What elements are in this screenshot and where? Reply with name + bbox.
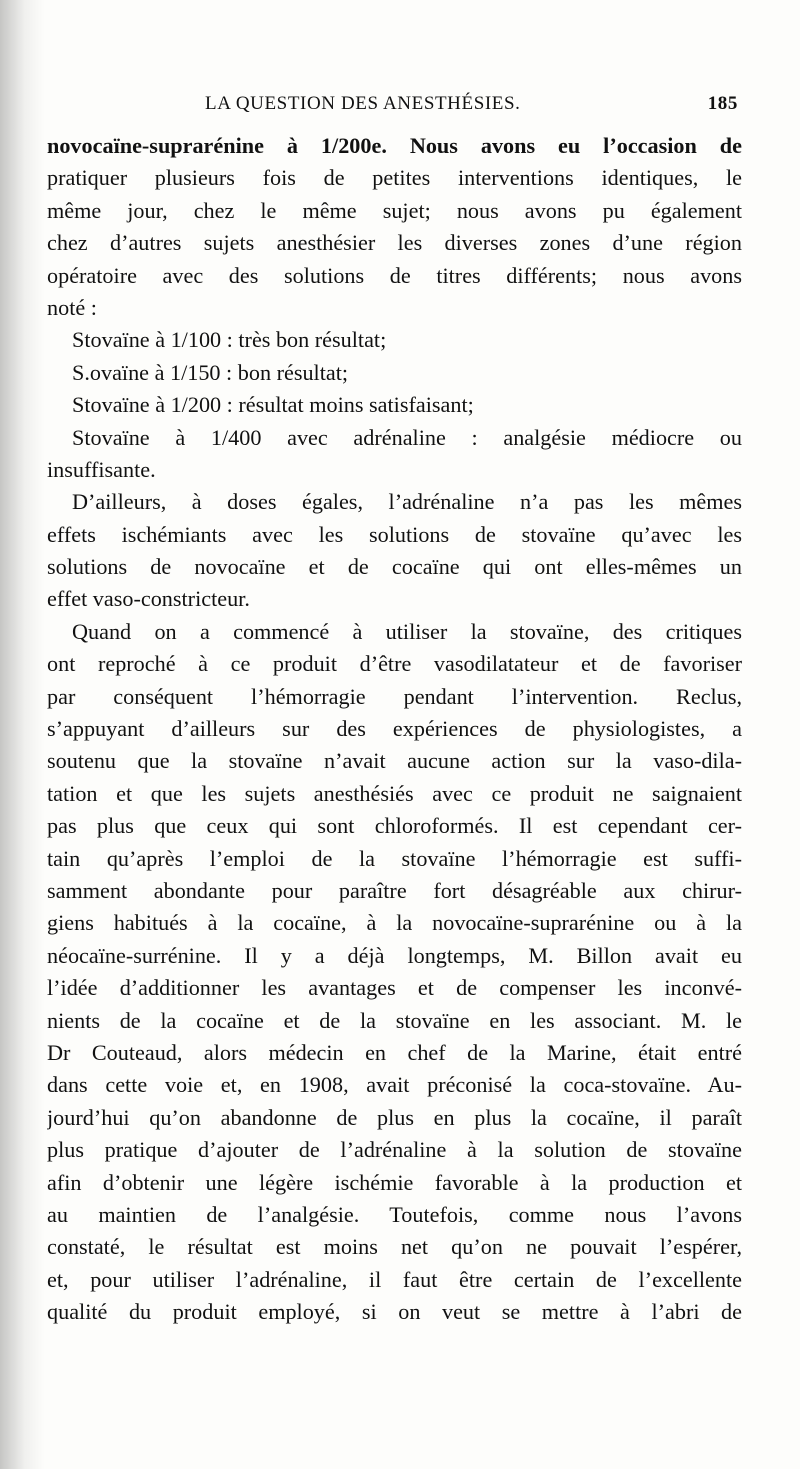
text-line: afin d’obtenir une légère ischémie favorable à la production et (47, 1169, 742, 1195)
page-header (205, 90, 738, 118)
text-line: pas plus que ceux qui sont chloroformés. Il est cependant cer- (47, 813, 742, 839)
text-line: Stovaïne à 1/200 : résultat moins satisfaisant; (72, 392, 474, 418)
text-line: tain qu’après l’emploi de la stovaïne l’hémorragie est suffi- (47, 845, 742, 871)
text-line: Stovaïne à 1/400 avec adrénaline : analgésie médiocre ou (72, 424, 742, 450)
text-line: nients de la cocaïne et de la stovaïne en les associant. M. le (47, 1007, 742, 1033)
text-line: au maintien de l’analgésie. Toutefois, comme nous l’avons (47, 1201, 742, 1227)
text-line: soutenu que la stovaïne n’avait aucune action sur la vaso-dila- (47, 748, 742, 774)
text-line: jourd’hui qu’on abandonne de plus en plus la cocaïne, il paraît (47, 1104, 742, 1130)
text-line: insuffisante. (47, 456, 156, 482)
text-line: qualité du produit employé, si on veut se mettre à l’abri de (47, 1299, 742, 1325)
text-line: tation et que les sujets anesthésiés avec ce produit ne saignaient (47, 780, 742, 806)
text-line: solutions de novocaïne et de cocaïne qui ont elles-mêmes un (47, 554, 742, 580)
page-number: 185 (707, 93, 738, 114)
text-line: effet vaso-constricteur. (47, 586, 250, 612)
text-line: Dr Couteaud, alors médecin en chef de la Marine, était entré (47, 1039, 742, 1065)
text-line: l’idée d’additionner les avantages et de compenser les inconvé- (47, 975, 742, 1001)
text-line: et, pour utiliser l’adrénaline, il faut être certain de l’excellente (47, 1266, 742, 1292)
text-line: ont reproché à ce produit d’être vasodilatateur et de favoriser (47, 651, 742, 677)
text-line: novocaïne-suprarénine à 1/200e. Nous avons eu l’occasion de (47, 133, 742, 158)
text-line: constaté, le résultat est moins net qu’on ne pouvait l’espérer, (47, 1234, 742, 1260)
text-line: s’appuyant d’ailleurs sur des expériences de physiologistes, a (47, 716, 742, 742)
text-line: opératoire avec des solutions de titres différents; nous avons (47, 262, 742, 288)
text-line: même jour, chez le même sujet; nous avons pu également (47, 197, 742, 223)
text-line: giens habitués à la cocaïne, à la novocaïne-suprarénine ou à la (47, 910, 742, 936)
text-line: effets ischémiants avec les solutions de stovaïne qu’avec les (47, 521, 742, 547)
text-line: samment abondante pour paraître fort désagréable aux chirur- (47, 877, 742, 903)
body-text (47, 130, 742, 1328)
text-line: S.ovaïne à 1/150 : bon résultat; (72, 359, 349, 385)
text-line: pratiquer plusieurs fois de petites interventions identiques, le (47, 165, 742, 191)
text-line: par conséquent l’hémorragie pendant l’intervention. Reclus, (47, 683, 742, 709)
text-line: néocaïne-surrénine. Il y a déjà longtemps, M. Billon avait eu (47, 942, 742, 968)
text-line: dans cette voie et, en 1908, avait préconisé la coca-stovaïne. Au- (47, 1072, 742, 1098)
text-line: chez d’autres sujets anesthésier les diverses zones d’une région (47, 230, 742, 256)
running-title: LA QUESTION DES ANESTHÉSIES. (205, 93, 521, 114)
text-line: noté : (47, 294, 97, 320)
text-line: Stovaïne à 1/100 : très bon résultat; (72, 327, 387, 353)
text-line: plus pratique d’ajouter de l’adrénaline à la solution de stovaïne (47, 1137, 742, 1163)
text-line: D’ailleurs, à doses égales, l’adrénaline n’a pas les mêmes (72, 489, 742, 515)
text-line: Quand on a commencé à utiliser la stovaïne, des critiques (72, 618, 742, 644)
